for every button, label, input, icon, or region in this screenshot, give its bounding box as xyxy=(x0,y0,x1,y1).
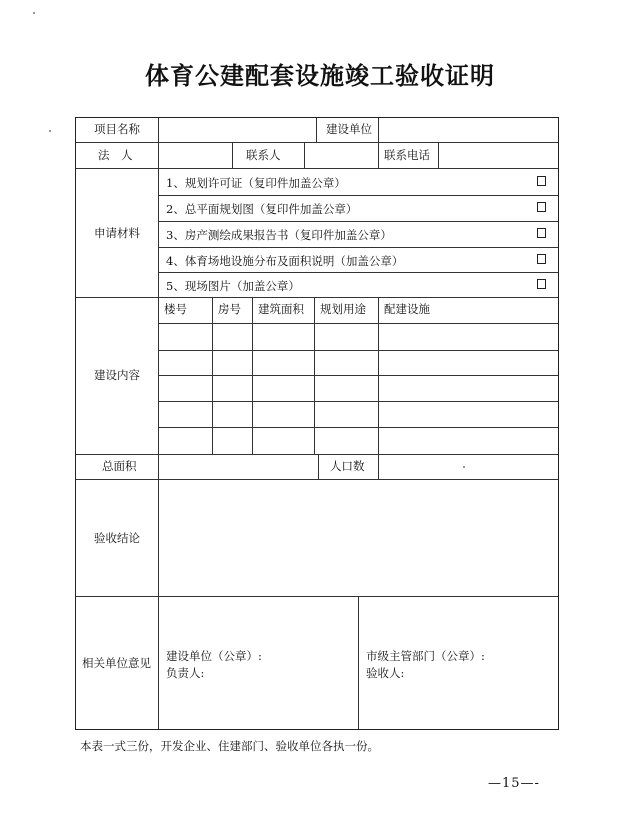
rule xyxy=(158,350,558,351)
contact-label: 联系人 xyxy=(246,148,281,162)
rule xyxy=(158,272,558,273)
person-in-charge: 负责人: xyxy=(166,666,205,680)
header-facilities: 配建设施 xyxy=(384,302,430,316)
rule xyxy=(378,118,379,142)
acceptance-conclusion-label: 验收结论 xyxy=(94,531,140,545)
acceptance-form xyxy=(75,117,559,730)
footnote: 本表一式三份，开发企业、住建部门、验收单位各执一份。 xyxy=(80,739,379,753)
scan-speck xyxy=(49,130,51,132)
rule xyxy=(158,401,558,402)
rule xyxy=(76,297,558,298)
related-opinions-label: 相关单位意见 xyxy=(82,656,151,670)
rule xyxy=(314,297,315,454)
population-label: 人口数 xyxy=(330,459,365,473)
scan-speck xyxy=(33,12,35,14)
rule xyxy=(318,454,319,479)
rule xyxy=(358,596,359,729)
material-checkbox[interactable] xyxy=(537,176,546,186)
header-planned-use: 规划用途 xyxy=(320,302,366,316)
rule xyxy=(232,142,233,168)
page-number: —15—- xyxy=(488,776,540,791)
material-checkbox[interactable] xyxy=(537,228,546,238)
material-item: 3、房产测绘成果报告书（复印件加盖公章） xyxy=(166,228,392,242)
header-building-no: 楼号 xyxy=(164,302,187,316)
rule xyxy=(158,247,558,248)
rule xyxy=(438,142,439,168)
city-authority-seal: 市级主管部门（公章）: xyxy=(366,649,485,663)
rule xyxy=(378,297,379,454)
construction-unit-seal: 建设单位（公章）: xyxy=(166,649,262,663)
header-floor-area: 建筑面积 xyxy=(258,302,304,316)
material-item: 1、规划许可证（复印件加盖公章） xyxy=(166,176,346,190)
page-title: 体育公建配套设施竣工验收证明 xyxy=(145,61,495,90)
header-room-no: 房号 xyxy=(218,302,241,316)
rule xyxy=(252,297,253,454)
rule xyxy=(304,142,305,168)
legal-person-label: 法 人 xyxy=(98,148,133,162)
material-item: 4、体育场地设施分布及面积说明（加盖公章） xyxy=(166,254,404,268)
rule xyxy=(158,375,558,376)
rule xyxy=(158,427,558,428)
material-checkbox[interactable] xyxy=(537,279,546,289)
material-checkbox[interactable] xyxy=(537,202,546,212)
rule xyxy=(316,118,317,142)
rule xyxy=(158,118,159,729)
project-name-label: 项目名称 xyxy=(94,122,140,136)
rule xyxy=(158,323,558,324)
scan-speck xyxy=(463,466,465,468)
rule xyxy=(76,596,558,597)
rule xyxy=(76,168,558,169)
rule xyxy=(76,142,558,143)
rule xyxy=(76,479,558,480)
rule xyxy=(158,195,558,196)
contact-phone-label: 联系电话 xyxy=(384,148,430,162)
inspector: 验收人: xyxy=(366,666,405,680)
rule xyxy=(378,142,379,168)
rule xyxy=(158,221,558,222)
rule xyxy=(378,454,379,479)
material-item: 2、总平面规划图（复印件加盖公章） xyxy=(166,202,358,216)
total-area-label: 总面积 xyxy=(102,459,137,473)
rule xyxy=(212,297,213,454)
construction-unit-label: 建设单位 xyxy=(326,122,372,136)
material-checkbox[interactable] xyxy=(537,254,546,264)
materials-label: 申请材料 xyxy=(94,226,140,240)
material-item: 5、现场图片（加盖公章） xyxy=(166,279,300,293)
construction-content-label: 建设内容 xyxy=(94,368,140,382)
rule xyxy=(76,454,558,455)
